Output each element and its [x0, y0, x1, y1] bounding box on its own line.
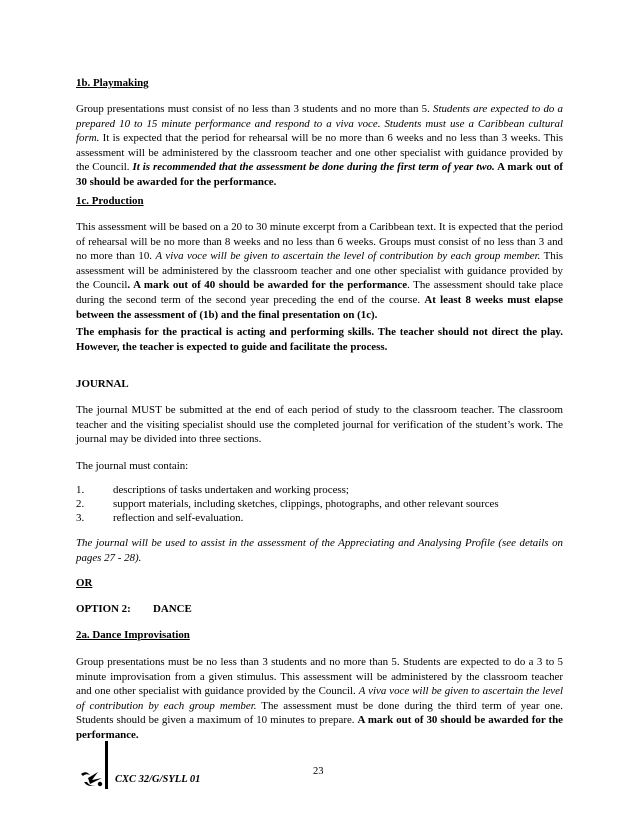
heading-2a-dance-improvisation: 2a. Dance Improvisation — [76, 629, 190, 641]
option-value: DANCE — [153, 603, 192, 615]
heading-journal: JOURNAL — [76, 378, 129, 390]
list-text: support materials, including sketches, clippings, photographs, and other relevant sources — [113, 498, 499, 510]
paragraph-emphasis: The emphasis for the practical is acting and performing skills. The teacher should not direct the play. However, the teacher is expected to guide and facilitate the process. — [76, 326, 563, 353]
text-1c-a: This assessment will be based on a 20 to 30 minute excerpt from a Caribbean text. It is expected that the period of rehearsal will be no more than 8 weeks and no less than 6 weeks. Groups must consist of no less than 3 and no more than 10. — [76, 221, 563, 263]
list-text: descriptions of tasks undertaken and working process; — [113, 484, 349, 496]
list-number: 1. — [76, 484, 85, 496]
text-1b-b: Students are expected to do a prepared 10 to 15 minute performance and respond to a viva voce. Students must use a Caribbean cultural form. — [76, 103, 563, 145]
heading-1c-production: 1c. Production — [76, 195, 144, 207]
cxc-logo-icon — [78, 768, 106, 790]
paragraph-1b — [76, 102, 563, 190]
text-1b-c: It is expected that the period for rehearsal will be no more than 6 weeks and no less than 3 weeks. This assessment will be administered by the classroom teacher and one other specialist with guidance provided by the Council. — [76, 132, 563, 174]
text-1c-b: A viva voce will be given to ascertain the level of contribution by each group member. — [155, 250, 541, 263]
option-label: OPTION 2: — [76, 603, 131, 615]
text-1b-d: It is recommended that the assessment be done during the first term of year two. — [132, 161, 495, 174]
heading-1b-playmaking: 1b. Playmaking — [76, 77, 149, 89]
or-label: OR — [76, 577, 93, 589]
footer-divider — [105, 741, 108, 789]
paragraph-journal-note: The journal will be used to assist in the assessment of the Appreciating and Analysing Profile (see details on pages 27 - 28). — [76, 537, 563, 564]
paragraph-1c — [76, 220, 563, 322]
paragraph-journal-contain: The journal must contain: — [76, 460, 189, 472]
text-2a-a: Group presentations must be no less than 3 students and no more than 5. Students are expected to do a 3 to 5 minute improvisation from a given stimulus. This assessment will be administered by the classroom teacher and one other specialist with guidance provided by the Council. — [76, 656, 563, 698]
text-2a-b: A viva voce will be given to ascertain the level of contribution by each group member. — [76, 685, 563, 712]
text-1c-c: This assessment will be administered by the classroom teacher and one other specialist with guidance provided by the Council — [76, 250, 564, 292]
list-text: reflection and self-evaluation. — [113, 512, 244, 524]
text-1c-f: At least 8 weeks must elapse between the assessment of (1b) and the final presentation on (1c). — [76, 293, 563, 321]
list-number: 2. — [76, 498, 85, 510]
footer-doc-code: CXC 32/G/SYLL 01 — [115, 774, 201, 785]
paragraph-journal-intro: The journal MUST be submitted at the end of each period of study to the classroom teacher. The classroom teacher and the visiting specialist should use the completed journal for verification of the student’s work. The journal may be divided into three sections. — [76, 404, 563, 446]
paragraph-2a — [76, 655, 563, 743]
text-1b-a: Group presentations must consist of no less than 3 students and no more than 5. — [76, 103, 434, 115]
text-2a-c: The assessment must be done during the third term of year one. Students should be given a maximum of 10 minutes to prepare. — [76, 699, 563, 727]
text-1b-e: A mark out of 30 should be awarded for the performance. — [76, 161, 563, 188]
list-number: 3. — [76, 512, 85, 524]
page-number: 23 — [313, 766, 324, 777]
text-1c-d: . A mark out of 40 should be awarded for the performance — [127, 279, 408, 292]
text-2a-d: A mark out of 30 should be awarded for the performance. — [76, 714, 563, 741]
text-1c-e: . The assessment should take place during the second term of the second year preceding the end of the course. — [76, 279, 563, 306]
